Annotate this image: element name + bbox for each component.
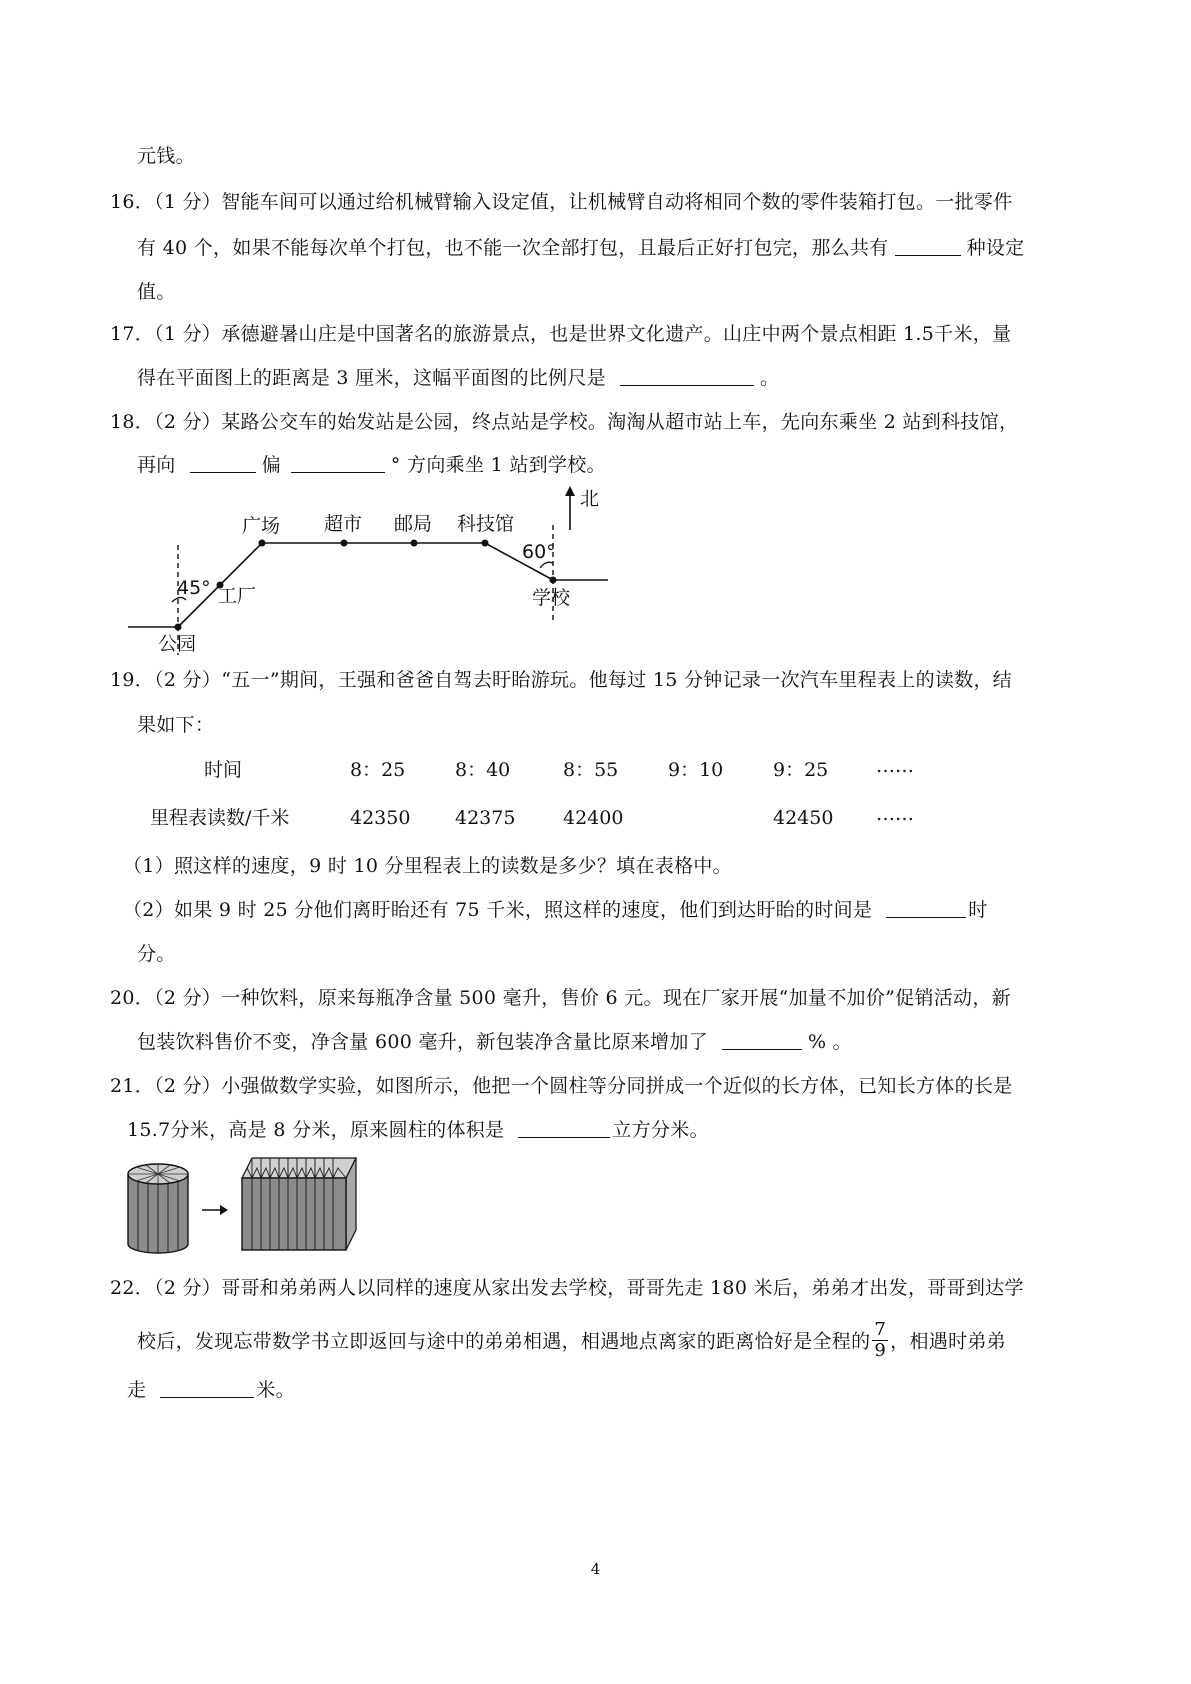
question-17-line2 <box>137 366 779 390</box>
arrow-right-icon <box>202 1205 228 1215</box>
text-segment: （2）如果 9 时 25 分他们离盱眙还有 75 千米，照这样的速度，他们到达盱眙的时间是 <box>123 899 873 921</box>
station-market: 超市 <box>324 513 363 535</box>
question-18-line2 <box>137 453 606 477</box>
text-segment: 包装饮料售价不变，净含量 600 毫升，新包装净含量比原来增加了 <box>137 1031 708 1053</box>
north-arrow-icon <box>565 486 575 496</box>
question-21-line2 <box>127 1118 709 1142</box>
text-line: 值。 <box>137 281 176 303</box>
answer-blank[interactable] <box>722 1031 802 1050</box>
table-cell: 42350 <box>350 807 411 829</box>
table-cell: 42400 <box>563 807 624 829</box>
station-dot-post <box>411 540 418 547</box>
table-cell: 42450 <box>773 807 834 829</box>
text-line: 元钱。 <box>137 145 195 167</box>
answer-blank[interactable] <box>895 237 961 256</box>
bus-route-map <box>120 480 620 660</box>
text-segment: 得在平面图上的距离是 3 厘米，这幅平面图的比例尺是 <box>137 367 606 389</box>
question-16-line2 <box>137 236 1024 260</box>
question-19-part1: （1）照这样的速度，9 时 10 分里程表上的读数是多少？填在表格中。 <box>123 855 732 877</box>
north-label: 北 <box>580 488 600 510</box>
table-cell: …… <box>876 803 914 825</box>
page-number: 4 <box>590 1560 601 1578</box>
question-19: 19．（2 分）“五一”期间，王强和爸爸自驾去盱眙游玩。他每过 15 分钟记录一次汽车里程表上的读数，结 <box>110 669 1013 691</box>
question-22-line2 <box>137 1319 1006 1363</box>
text-segment: 米。 <box>256 1379 295 1401</box>
text-segment: ° 方向乘坐 1 站到学校。 <box>390 454 606 476</box>
text-segment: 种设定 <box>966 237 1025 259</box>
question-22: 22．（2 分）哥哥和弟弟两人以同样的速度从家出发去学校，哥哥先走 180 米后，弟弟才出发，哥哥到达学 <box>110 1277 1024 1299</box>
station-park: 公园 <box>158 633 197 655</box>
table-cell: …… <box>876 755 914 777</box>
table-cell: 9：25 <box>773 759 829 781</box>
table-cell: 42375 <box>455 807 516 829</box>
answer-blank[interactable] <box>886 899 966 918</box>
answer-blank[interactable] <box>291 454 385 473</box>
text-line: 分。 <box>137 943 176 965</box>
station-tech: 科技馆 <box>457 513 515 535</box>
fraction-denominator: 9 <box>874 1340 887 1361</box>
table-row-label: 时间 <box>204 759 243 781</box>
table-cell: 8：40 <box>455 759 511 781</box>
question-20: 20．（2 分）一种饮料，原来每瓶净含量 500 毫升，售价 6 元。现在厂家开展“加量不加价”促销活动，新 <box>110 987 1011 1009</box>
text-segment: % 。 <box>807 1031 852 1053</box>
answer-blank[interactable] <box>190 454 256 473</box>
angle-label-right: 60° <box>522 541 556 563</box>
station-factory: 工厂 <box>218 585 257 607</box>
text-segment: 校后，发现忘带数学书立即返回与途中的弟弟相遇，相遇地点离家的距离恰好是全程的 <box>137 1330 871 1353</box>
question-22-line3 <box>127 1378 295 1402</box>
answer-blank[interactable] <box>518 1119 610 1138</box>
question-18: 18．（2 分）某路公交车的始发站是公园，终点站是学校。淘淘从超市站上车，先向东乘坐 2 站到科技馆， <box>110 411 1019 433</box>
text-segment: 再向 <box>137 454 176 476</box>
text-segment: 时 <box>968 899 988 921</box>
question-17: 17．（1 分）承德避暑山庄是中国著名的旅游景点，也是世界文化遗产。山庄中两个景点相距 1.5千米，量 <box>110 323 1012 345</box>
question-21: 21．（2 分）小强做数学实验，如图所示，他把一个圆柱等分同拼成一个近似的长方体，已知长方体的长是 <box>110 1075 1013 1097</box>
answer-blank[interactable] <box>160 1379 254 1398</box>
cylinder-to-cuboid-figure <box>120 1150 370 1260</box>
table-cell: 9：10 <box>668 759 724 781</box>
answer-blank[interactable] <box>620 367 754 386</box>
station-dot-park <box>175 624 182 631</box>
table-cell: 8：55 <box>563 759 619 781</box>
cuboid-icon <box>242 1158 356 1250</box>
text-segment: 有 40 个，如果不能每次单个打包，也不能一次全部打包，且最后正好打包完，那么共有 <box>137 237 889 259</box>
station-dot-square <box>259 540 266 547</box>
text-segment: 立方分米。 <box>612 1119 709 1141</box>
question-16: 16．（1 分）智能车间可以通过给机械臂输入设定值，让机械臂自动将相同个数的零件装箱打包。一批零件 <box>110 191 1013 213</box>
station-school: 学校 <box>532 587 571 609</box>
station-post: 邮局 <box>394 513 433 535</box>
fraction-numerator: 7 <box>874 1319 887 1340</box>
question-20-line2 <box>137 1030 852 1054</box>
question-19-part2 <box>123 898 988 922</box>
text-segment: 。 <box>759 367 780 389</box>
cylinder-icon <box>128 1164 188 1253</box>
station-dot-market <box>341 540 348 547</box>
text-segment: 偏 <box>261 454 281 476</box>
angle-arc-right <box>540 562 553 568</box>
table-row-label: 里程表读数/千米 <box>150 807 290 829</box>
text-segment: 走 <box>127 1379 147 1401</box>
station-dot-tech <box>482 540 489 547</box>
station-square: 广场 <box>242 515 281 537</box>
fraction <box>872 1320 888 1361</box>
station-dot-school <box>550 577 557 584</box>
angle-label-left: 45° <box>177 577 211 599</box>
text-segment: ，相遇时弟弟 <box>890 1330 1006 1353</box>
table-cell: 8：25 <box>350 759 406 781</box>
text-segment: 15.7分米，高是 8 分米，原来圆柱的体积是 <box>127 1119 505 1141</box>
text-line: 果如下： <box>137 714 215 736</box>
